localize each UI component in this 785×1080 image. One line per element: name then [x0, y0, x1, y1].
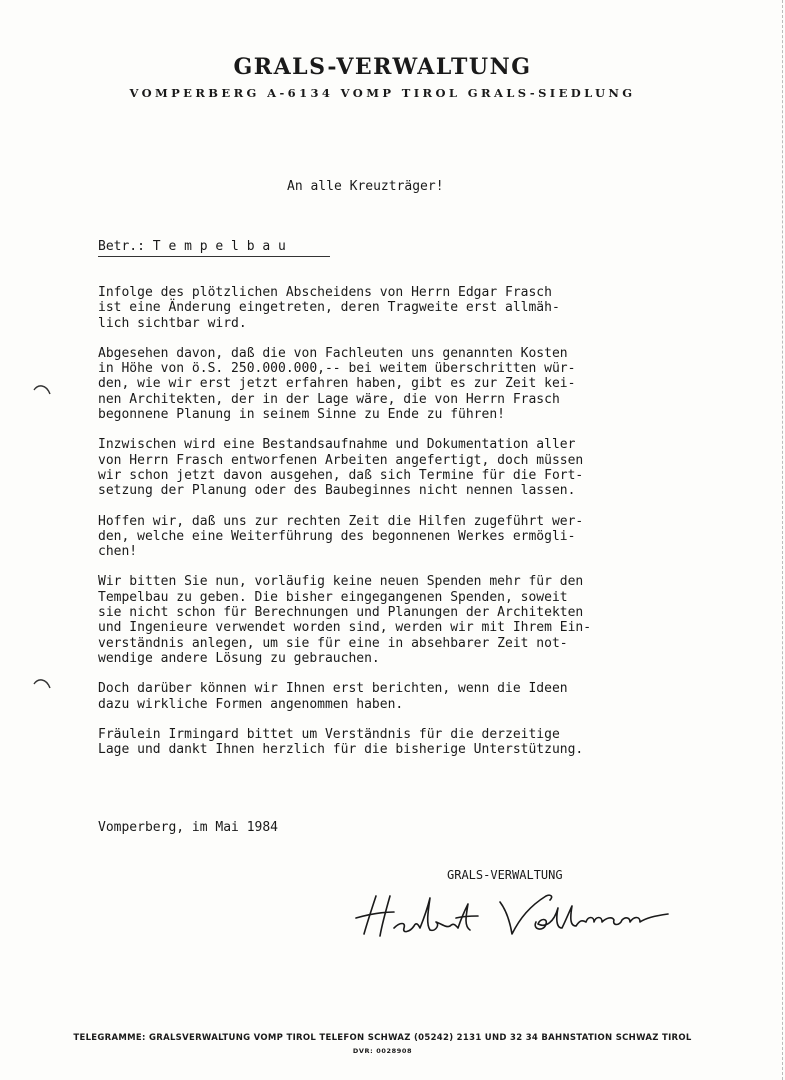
sender-name: GRALS-VERWALTUNG: [447, 868, 563, 882]
handwritten-signature-icon: [350, 888, 690, 950]
salutation: An alle Kreuzträger!: [287, 179, 444, 194]
letterhead-address: VOMPERBERG A-6134 VOMP TIROL GRALS-SIEDLUNG: [129, 86, 636, 100]
paragraph: Abgesehen davon, daß die von Fachleuten uns genannten Kosten in Höhe von ö.S. 250.000.000,-- bei weitem überschritten wür- den, wie wir erst jetzt erfahren haben, gibt es zur Zeit kei- nen Architekten, der in der Lage wäre, die von Herrn Frasch begonnene Planung in seinem Sinne zu Ende zu führen!: [98, 345, 576, 423]
paragraph: Fräulein Irmingard bittet um Verständnis für die derzeitige Lage und dankt Ihnen herzlich für die bisherige Unterstützung.: [98, 726, 584, 758]
paragraph: Wir bitten Sie nun, vorläufig keine neuen Spenden mehr für den Tempelbau zu geben. Die bisher eingegangenen Spenden, soweit sie nicht schon für Berechnungen und Planungen der Architekten und Ingenieure verwendet worden sind, werden wir mit Ihrem Ein- verständnis anlegen, um sie für eine in absehbarer Zeit not- wendige andere Lösung zu gebrauchen.: [98, 574, 592, 666]
footer-dvr-number: DVR: 0028908: [352, 1047, 413, 1055]
scan-edge-divider: [782, 0, 784, 1080]
place-date: Vomperberg, im Mai 1984: [98, 820, 279, 835]
paragraph: Doch darüber können wir Ihnen erst berichten, wenn die Ideen dazu wirkliche Formen angenommen haben.: [98, 681, 568, 712]
footer-contact-line: TELEGRAMME: GRALSVERWALTUNG VOMP TIROL TELEFON SCHWAZ (05242) 2131 UND 32 34 BAHNSTATION SCHWAZ TIROL: [73, 1033, 692, 1043]
punch-hole-mark-icon: [32, 382, 52, 398]
subject-line: Betr.: T e m p e l b a u: [98, 239, 330, 257]
paragraph: Hoffen wir, daß uns zur rechten Zeit die Hilfen zugeführt wer- den, welche eine Weiterführung des begonnenen Werkes ermögli- chen!: [98, 513, 584, 560]
punch-hole-mark-icon: [32, 676, 52, 692]
paragraph: Inzwischen wird eine Bestandsaufnahme und Dokumentation aller von Herrn Frasch entworfenen Arbeiten angefertigt, doch müssen wir schon jetzt davon ausgehen, daß sich Termine für die Fort- setzung der Planung oder des Baubeginnes nicht nennen lassen.: [98, 437, 584, 499]
letter-body: [98, 285, 698, 772]
letterhead-title: GRALS-VERWALTUNG: [233, 54, 532, 80]
paragraph: Infolge des plötzlichen Abscheidens von Herrn Edgar Frasch ist eine Änderung eingetreten, deren Tragweite erst allmäh- lich sichtbar wird.: [98, 285, 560, 331]
